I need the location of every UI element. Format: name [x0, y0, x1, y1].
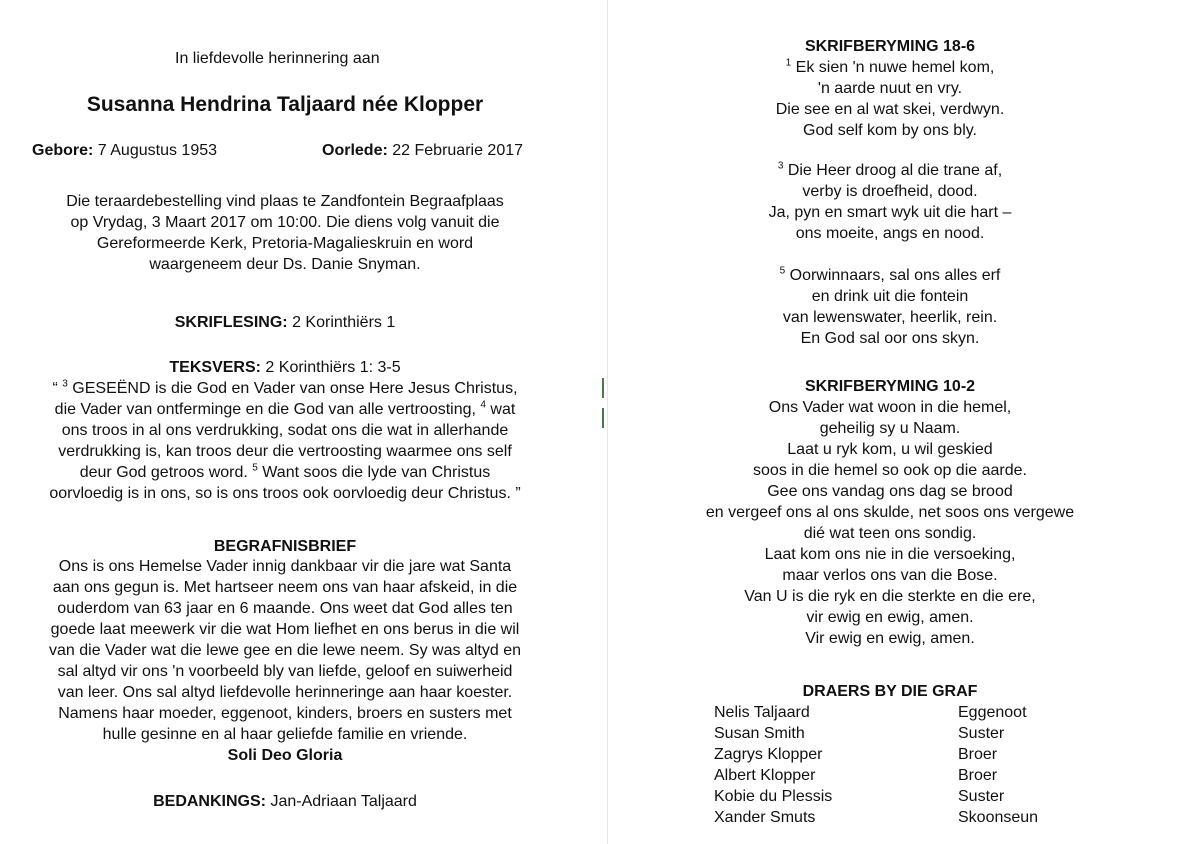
verse-line: “ $^3$ GESEËND is die God en Vader van onse Here Jesus Christus, — [52, 378, 518, 397]
bearer-relation: Suster — [958, 788, 1005, 805]
died-value: 22 Februarie 2017 — [392, 142, 524, 159]
stanza-line: $^3$ Die Heer droog al die trane af, — [777, 160, 1003, 179]
born-line — [32, 140, 217, 161]
stanza-3 — [610, 160, 1170, 244]
prayer-line: Vir ewig en ewig, amen. — [805, 630, 975, 647]
bearer-relation: Broer — [958, 746, 998, 763]
deceased-name: Susanna Hendrina Taljaard née Klopper — [86, 93, 484, 116]
prayer-line: soos in die hemel so ook op die aarde. — [753, 462, 1027, 479]
bearer-relation: Skoonseun — [958, 809, 1039, 826]
bearer-relation: Eggenoot — [958, 704, 1027, 721]
funeral-letter-body — [0, 556, 570, 766]
funeral-line: Die teraardebestelling vind plaas te Zandfontein Begraafplaas — [66, 193, 504, 210]
letter-line: hulle gesinne en al haar geliefde familie en vriende. — [102, 726, 468, 743]
bearer-name: Zagrys Klopper — [714, 746, 823, 763]
bearers-list — [610, 702, 1170, 828]
reading-label: SKRIFLESING: — [174, 314, 288, 331]
stanza-number: 1 — [785, 57, 792, 69]
letter-line: Ons is ons Hemelse Vader innig dankbaar vir die jare wat Santa — [58, 558, 512, 575]
bearer-name: Nelis Taljaard — [714, 704, 810, 721]
stanza-line: ons moeite, angs en nood. — [795, 225, 985, 242]
hymn-title: SKRIFBERYMING 18-6 — [804, 38, 976, 55]
funeral-line: Gereformeerde Kerk, Pretoria-Magalieskruin en word — [96, 235, 474, 252]
prayer-line: vir ewig en ewig, amen. — [806, 609, 974, 626]
verse-line: verdrukking is, kan troos deur die vertroosting waarmee ons self — [58, 443, 512, 460]
stanza-line: en drink uit die fontein — [811, 288, 969, 305]
hymn-title: SKRIFBERYMING 10-2 — [804, 378, 976, 395]
thanks-value: Jan-Adriaan Taljaard — [270, 793, 417, 810]
bearer-row — [610, 744, 1170, 765]
text-verse-heading — [0, 357, 570, 378]
bearer-name: Albert Klopper — [714, 767, 816, 784]
stanza-line: Ja, pyn en smart wyk uit die hart – — [768, 204, 1012, 221]
born-label: Gebore: — [32, 142, 94, 159]
prayer-line: Van U is die ryk en die sterkte en die ere, — [744, 588, 1036, 605]
letter-line: aan ons gegun is. Met hartseer neem ons van haar afskeid, in die — [52, 579, 518, 596]
hymn-18-6 — [610, 36, 1170, 141]
stanza-line: verby is droefheid, dood. — [802, 183, 978, 200]
funeral-notice — [0, 191, 570, 275]
letter-line: sal altyd vir ons 'n voorbeeld bly van liefde, geloof en suiwerheid — [57, 663, 513, 680]
bearer-relation: Broer — [958, 767, 998, 784]
funeral-line: op Vrydag, 3 Maart 2017 om 10:00. Die diens volg vanuit die — [70, 214, 500, 231]
prayer — [610, 397, 1170, 649]
bearer-relation: Suster — [958, 725, 1005, 742]
prayer-line: maar verlos ons van die Bose. — [782, 567, 998, 584]
reading-value: 2 Korinthiërs 1 — [292, 314, 396, 331]
verse-line: oorvloedig is in ons, so is ons troos ook oorvloedig deur Christus. ” — [49, 485, 521, 502]
verse-number: 5 — [252, 462, 258, 474]
stanza-line: $^5$ Oorwinnaars, sal ons alles erf — [779, 265, 1001, 284]
text-verse-body — [0, 378, 570, 504]
stanza-1 — [610, 57, 1170, 141]
text-verse-label: TEKSVERS: — [169, 359, 261, 376]
hymn-10-2 — [610, 376, 1170, 649]
staple-mark-bottom — [602, 408, 604, 428]
died-label: Oorlede: — [322, 142, 388, 159]
funeral-line: waargeneem deur Ds. Danie Snyman. — [149, 256, 421, 273]
thanks-line — [0, 791, 570, 812]
bearer-name: Kobie du Plessis — [714, 788, 833, 805]
text-verse-ref: 2 Korinthiërs 1: 3-5 — [265, 359, 401, 376]
letter-line: goede laat meewerk vir die wat Hom liefhet en ons berus in die wil — [50, 621, 520, 638]
prayer-line: Ons Vader wat woon in die hemel, — [768, 399, 1012, 416]
bearer-row — [610, 786, 1170, 807]
stanza-number: 5 — [779, 265, 786, 277]
born-value: 7 Augustus 1953 — [97, 142, 218, 159]
died-line — [322, 140, 523, 161]
prayer-line: dié wat teen ons sondig. — [803, 525, 977, 542]
letter-line: van leer. Ons sal altyd liefdevolle herinneringe aan haar koester. — [57, 684, 513, 701]
stanza-number: 3 — [777, 160, 784, 172]
stanza-line: God self kom by ons bly. — [803, 122, 977, 139]
prayer-line: Laat kom ons nie in die versoeking, — [764, 546, 1016, 563]
letter-line: van die Vader wat die lewe gee en die lewe neem. Sy was altyd en — [49, 642, 521, 659]
bearer-row — [610, 702, 1170, 723]
prayer-line: Laat u ryk kom, u wil geskied — [787, 441, 993, 458]
verse-line: die Vader van ontferminge en die God van alle vertroosting, $^4$ wat — [54, 399, 516, 418]
memory-line: In liefdevolle herinnering aan — [175, 50, 380, 67]
stanza-line: Die see en al wat skei, verdwyn. — [775, 101, 1005, 118]
letter-line: Namens haar moeder, eggenoot, kinders, broers en susters met — [58, 705, 512, 722]
stanza-line: van lewenswater, heerlik, rein. — [782, 309, 998, 326]
closing-line: Soli Deo Gloria — [227, 747, 343, 764]
bearer-row — [610, 723, 1170, 744]
verse-number: 4 — [480, 399, 486, 411]
verse-number: 3 — [62, 378, 68, 390]
bearers-title: DRAERS BY DIE GRAF — [802, 683, 978, 700]
right-page — [610, 0, 1200, 844]
letter-line: ouderdom van 63 jaar en 6 maande. Ons weet dat God alles ten — [57, 600, 513, 617]
bearer-row — [610, 765, 1170, 786]
funeral-letter-title: BEGRAFNISBRIEF — [213, 538, 357, 555]
bearer-name: Susan Smith — [714, 725, 805, 742]
verse-line: ons troos in al ons verdrukking, sodat ons die wat in allerhande — [61, 422, 509, 439]
stanza-line: En God sal oor ons skyn. — [800, 330, 980, 347]
stanza-line: 'n aarde nuut en vry. — [817, 80, 963, 97]
prayer-line: Gee ons vandag ons dag se brood — [767, 483, 1013, 500]
stanza-5 — [610, 265, 1170, 349]
scripture-reading — [0, 312, 570, 333]
staple-mark-top — [602, 378, 604, 398]
stanza-line: $^1$ Ek sien 'n nuwe hemel kom, — [785, 57, 995, 76]
verse-line: deur God getroos word. $^5$ Want soos die lyde van Christus — [79, 462, 491, 481]
page-fold — [607, 0, 608, 844]
thanks-label: BEDANKINGS: — [153, 793, 266, 810]
prayer-line: en vergeef ons al ons skulde, net soos ons vergewe — [705, 504, 1075, 521]
bearer-name: Xander Smuts — [714, 809, 816, 826]
prayer-line: geheilig sy u Naam. — [819, 420, 961, 437]
bearer-row — [610, 807, 1170, 828]
